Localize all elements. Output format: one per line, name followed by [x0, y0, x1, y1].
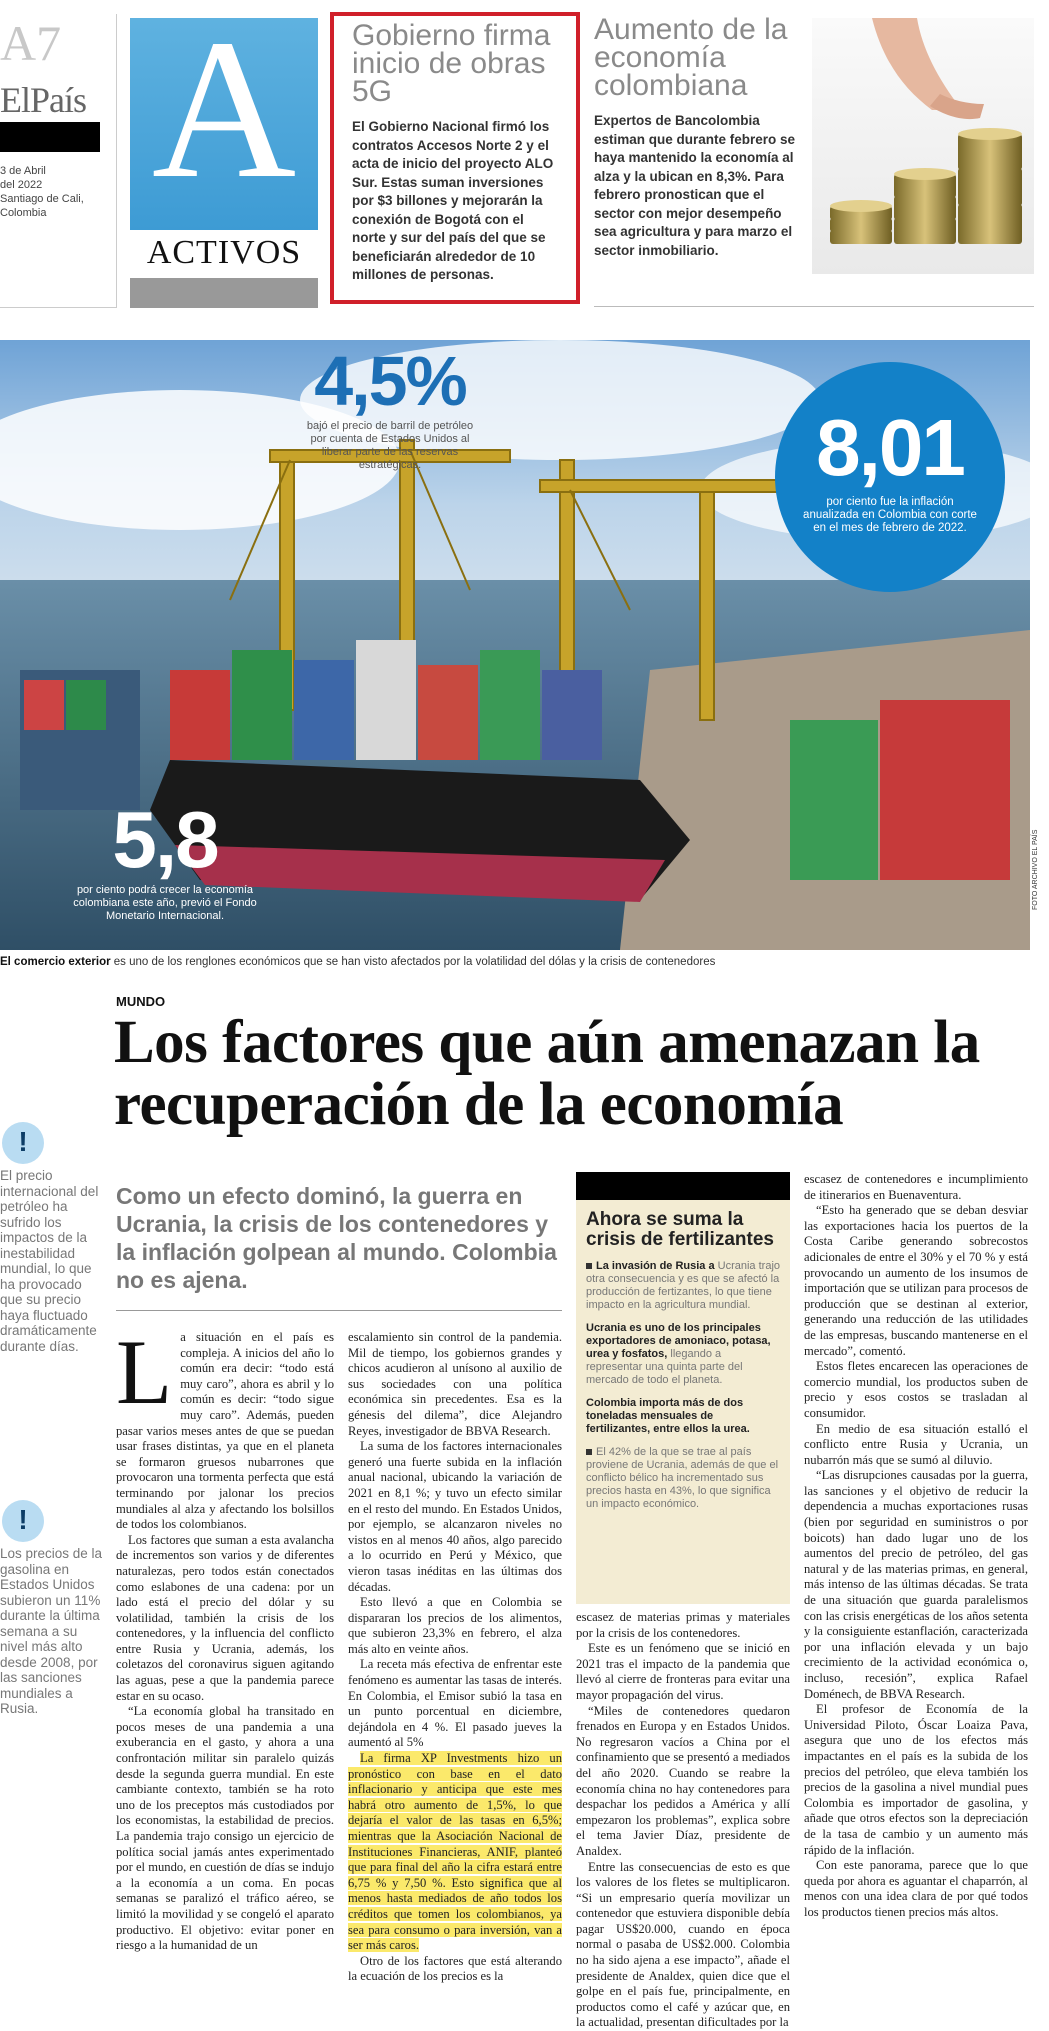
coins-illustration — [812, 18, 1034, 274]
caption-bold: El comercio exterior — [0, 956, 111, 968]
lede: Como un efecto dominó, la guerra en Ucrania, la crisis de los contenedores y la inflación golpean al mundo. Colombia no es ajena. — [116, 1182, 562, 1294]
photo-credit: FOTO ARCHIVO EL PAÍS — [1032, 760, 1044, 910]
paragraph: “Miles de contenedores quedaron frenados en Europa y en Estados Unidos. No regresaron vacíos a China por el confinamiento que se presentó a mediados del año 2020. Cuando se reabre la economía china no hay contenedores para despachar los pedidos a América y allí empezaron los problemas”, explica sobre el tema Javier Díaz, presidente de Analdex. — [576, 1704, 790, 1860]
stat-oil — [300, 346, 480, 472]
headline: Los factores que aún amenazan la recuperación de la economía — [114, 1012, 1034, 1136]
paragraph: escasez de materias primas y materiales por la crisis de los contenedores. — [576, 1610, 790, 1641]
location-line-1: Santiago de Cali, — [0, 192, 116, 206]
paragraph: El profesor de Economía de la Universidad Piloto, Óscar Loaiza Pava, asegura que uno de los efectos más impactantes en el país es la subida de los precios del petróleo, que eleva también los precios de la gasolina a nivel mundial pues Colombia es importador de gasolina, y añade que otros efectos son la depreciación de la tasa de cambio y un aumento más rápido de la inflación. — [804, 1702, 1028, 1858]
brief-economy[interactable] — [594, 12, 802, 264]
paragraph: Entre las consecuencias de esto es que los valores de los fletes se multiplicaron. “Si un empresario quería movilizar un contenedor que estuviera disponible debía pagar US$20.000, cuando en época normal o pasaba de US$2.000. Colombia no ha sido ajena a ese impacto”, añade el presidente de Analdex, quien dice que el golpe en el país fue, principalmente, en productos como el café y azúcar que, en la actualidad, presentan dificultades por la — [576, 1860, 790, 2031]
paragraph: Otro de los factores que está alterando la ecuación de los precios es la — [348, 1954, 562, 1985]
logo-bar — [0, 122, 100, 152]
section-name: ACTIVOS — [130, 234, 318, 272]
location-line-2: Colombia — [0, 206, 116, 220]
highlight: La firma XP Investments hizo un pronóstico con base en el dato inflacionario y anticipa que este mes habrá otro aumento de 1,5%, lo que dejaría el valor de las tasas en 6,5%; mientras que la Asociación Nacional de Instituciones Financieras, ANIF, planteó que para final del año la cifra estará entre 6,75 % y 7,50 %. Esto significa que al menos hasta mediados de año todos los créditos que tomen los colombianos, ya sea para consumo o para inversión, van a ser más caros. — [348, 1751, 562, 1952]
bullet-square-icon — [586, 1449, 592, 1455]
column-3 — [576, 1610, 790, 2031]
sidebar-item-text: llegando a representar una quinta parte del mercado de todo el planeta. — [586, 1348, 743, 1386]
paragraph: Esto llevó a que en Colombia se dispararan los precios de los alimentos, que subieron 23,3% en febrero, el alza más alto en veinte años. — [348, 1595, 562, 1657]
column-4 — [804, 1172, 1028, 1921]
aside-gasoline-text: Los precios de la gasolina en Estados Unidos subieron un 11% durante la última semana a su nivel más alto desde 2008, por las sanciones mundiales a Rusia. — [0, 1546, 108, 1717]
aside-oil — [0, 1122, 108, 1354]
sidebar-title: Ahora se suma la crisis de fertilizantes — [586, 1210, 780, 1250]
stat-oil-value: 4,5% — [300, 346, 480, 416]
paragraph: La receta más efectiva de enfrentar este fenómeno es aumentar las tasas de interés. En Colombia, el Emisor subió la tasa en un punto porcentual en diciembre, dejándola en 4 %. El pasado jueves la aumentó al 5% — [348, 1657, 562, 1751]
stat-oil-text: bajó el precio de barril de petróleo por cuenta de Estados Unidos al liberar parte de las reservas estratégicas. — [300, 420, 480, 472]
sidebar-item — [586, 1446, 780, 1511]
port-photo — [0, 340, 1030, 950]
sidebar-item — [586, 1397, 780, 1436]
drop-cap: L — [116, 1334, 172, 1410]
bullet-square-icon — [586, 1263, 592, 1269]
section-tag: MUNDO — [116, 994, 165, 1009]
paragraph: a situación en el país es compleja. A inicios del año lo común era decir: “todo está muy caro”, ahora es abril y lo común es decir: “todo sigue muy caro”. Además, pueden pasar varios meses antes de que se puedan usar frases distintas, ya que en el planeta se formaron gruesos nubarrones que provocaron una tormenta perfecta que está terminando por jalonar los precios mundiales al alza y afectando los bolsillos de todos los colombianos. — [116, 1330, 334, 1533]
brief-title: Aumento de la economía colombiana — [594, 16, 802, 100]
paragraph: “Las disrupciones causadas por la guerra, las sanciones y el objetivo de reducir la dependencia a muchas exportaciones rusas (bien por seguridad en suministros o por boicots) han dado lugar uno de los aumentos del precio de petróleo, del gas natural y de las materias primas, en general, más intenso de las últimas décadas. Se trata de una situación que guarda paralelismos con las crisis energéticas de los años setenta y la consiguiente estanflación, caracterizada por una inflación elevada y un bajo crecimiento de la actividad económica o, incluso, recesión”, explica Rafael Doménech, de BBVA Research. — [804, 1468, 1028, 1702]
sidebar-item-text: Ucrania trajo otra consecuencia y es que se afectó la producción de fertizantes, lo que tiene impacto en la agricultura mundial. — [586, 1260, 780, 1311]
aside-gasoline — [0, 1500, 108, 1717]
sidebar-item — [586, 1322, 780, 1387]
alert-icon — [2, 1122, 44, 1164]
sidebar-item — [586, 1260, 780, 1312]
alert-icon — [2, 1500, 44, 1542]
brief-5g[interactable] — [330, 12, 580, 304]
stat-growth-text: por ciento podrá crecer la economía colombiana este año, previó el Fondo Monetario Internacional. — [60, 884, 270, 923]
stat-inflation — [775, 362, 1005, 592]
date-line-1: 3 de Abril — [0, 164, 116, 178]
section-banner — [130, 18, 318, 308]
paragraph: La suma de los factores internacionales generó una fuerte subida en la inflación anual nacional, ubicando la variación de 2021 en 8,1 %; y tuvo un efecto similar en el resto del mundo. En Estados Unidos, por ejemplo, se alcanzaron niveles no vistos en al menos 40 años, algo parecido a lo ocurrido en Perú y México, que vieron tasas inéditas en las últimas dos décadas. — [348, 1439, 562, 1595]
paragraph: “Esto ha generado que se deban desviar las exportaciones hacia los puertos de la Costa Caribe generando sobrecostos adicionales de entre el 30% y el 70 % y está provocando un aumento de los insumos de importación que se utilizan para procesos de producción que se destinan al exterior, generando una reducción de las utilidades de las empresas, buscando mantenerse en el mercado”, comentó. — [804, 1203, 1028, 1359]
sidebar-item-bold: La invasión de Rusia a — [596, 1260, 715, 1272]
paragraph: Los factores que suman a esta avalancha de incrementos son varios y de diferentes naturalezas, pero todos están conectados como eslabones de una cadena: por un lado está el precio del dólar y su volatilidad, también la crisis de los contenedores, y la influencia del conflicto entre Rusia y Ucrania, además, los coletazos del coronavirus siguen agitando las aguas, pese a que la pandemia parece estar en su ocaso. — [116, 1533, 334, 1705]
stat-growth — [60, 800, 270, 923]
paragraph: “La economía global ha transitado en pocos meses de una pandemia a una exuberancia en el gasto, y ahora a una confrontación militar sin paralelo quizás desde la segunda guerra mundial. En este cambiante contexto, también se ha roto uno de los preceptos más custodiados por los economistas, la estabilidad de precios. La pandemia trajo consigo un ejercicio de política social jamás antes experimentado por el mundo, en cuestión de días se indujo a la economía a un coma. En pocas semanas se paralizó el tráfico aéreo, se limitó la movilidad y se congeló el aparato productivo. El objetivo: evitar poner en riesgo a la humanidad de un — [116, 1704, 334, 1954]
stat-growth-value: 5,8 — [60, 800, 270, 880]
date-location — [0, 164, 116, 220]
paragraph: escasez de contenedores e incumplimiento de itinerarios en Buenaventura. — [804, 1172, 1028, 1203]
highlighted-paragraph — [348, 1751, 562, 1954]
page-number: A7 — [0, 18, 116, 68]
stat-inflation-text: por ciento fue la inflación anualizada en Colombia con corte en el mes de febrero de 2022. — [803, 496, 977, 535]
header-rule — [594, 306, 1034, 307]
photo-caption — [0, 956, 1030, 968]
masthead — [0, 14, 117, 308]
brief-title: Gobierno firma inicio de obras 5G — [352, 22, 558, 106]
aside-oil-text: El precio internacional del petróleo ha sufrido los impactos de la inestabilidad mundial, lo que ha provocado que su precio haya fluctuado dramáticamente durante días. — [0, 1168, 108, 1354]
sidebar-item-bold: Ucrania es uno de los principales exportadores de amoniaco, potasa, urea y fosfatos, — [586, 1322, 771, 1360]
column-1 — [116, 1330, 334, 1954]
paragraph: En medio de esa situación estalló el conflicto entre Rusia y Ucrania, un nubarrón más que se sumó al diluvio. — [804, 1422, 1028, 1469]
column-2 — [348, 1330, 562, 1985]
sidebar-bar — [576, 1172, 790, 1200]
section-banner-bar — [130, 278, 318, 308]
newspaper-logo: ElPaís — [0, 82, 116, 118]
brief-text: Expertos de Bancolombia estiman que durante febrero se haya mantenido la economía al alza y la ubican en 8,3%. Para febrero pronostican que el sector con mejor desempeño sea agricultura y para marzo el sector inmobiliario. — [594, 112, 802, 260]
section-banner-blue — [130, 18, 318, 230]
fertilizer-sidebar — [576, 1172, 790, 1604]
paragraph: Este es un fenómeno que se inició en 2021 tras el impacto de la pandemia que llevó al cierre de fronteras para evitar una mayor propagación del virus. — [576, 1641, 790, 1703]
date-line-2: del 2022 — [0, 178, 116, 192]
sidebar-item-text: El 42% de la que se trae al país proviene de Ucrania, además de que el conflicto bélico ha incrementado sus precios hasta en 43%, lo que significa un impacto económico. — [586, 1446, 778, 1510]
caption-text: es uno de los renglones económicos que se han visto afectados por la volatilidad del dólas y la crisis de contenedores — [111, 956, 716, 968]
brief-text: El Gobierno Nacional firmó los contratos Accesos Norte 2 y el acta de inicio del proyecto ALO Sur. Estas suman inversiones por $3 billones y mejorarán la conexión de Bogotá con el norte y sur del país del que se beneficiarán alrededor de 10 millones de personas. — [352, 118, 558, 285]
paragraph: Con este panorama, parece que lo que queda por ahora es aguantar el chaparrón, al menos con una idea clara de por qué todos los productos tienen precios más altos. — [804, 1858, 1028, 1920]
lede-rule — [116, 1310, 562, 1311]
stat-inflation-value: 8,01 — [775, 408, 1005, 488]
coins-photo — [812, 18, 1034, 274]
section-letter: A — [130, 10, 318, 210]
sidebar-item-bold: Colombia importa más de dos toneladas mensuales de fertilizantes, entre ellos la urea. — [586, 1397, 750, 1435]
paragraph: escalamiento sin control de la pandemia. Mil de tiempo, los gobiernos grandes y chicos acudieron al unísono al auxilio de sus sociedades con una política económica sin precedentes. Esa es la génesis del dilema”, dice Alejandro Reyes, investigador de BBVA Research. — [348, 1330, 562, 1439]
paragraph: Estos fletes encarecen las operaciones de comercio mundial, los productos suben de precio y esos costos se trasladan al consumidor. — [804, 1359, 1028, 1421]
